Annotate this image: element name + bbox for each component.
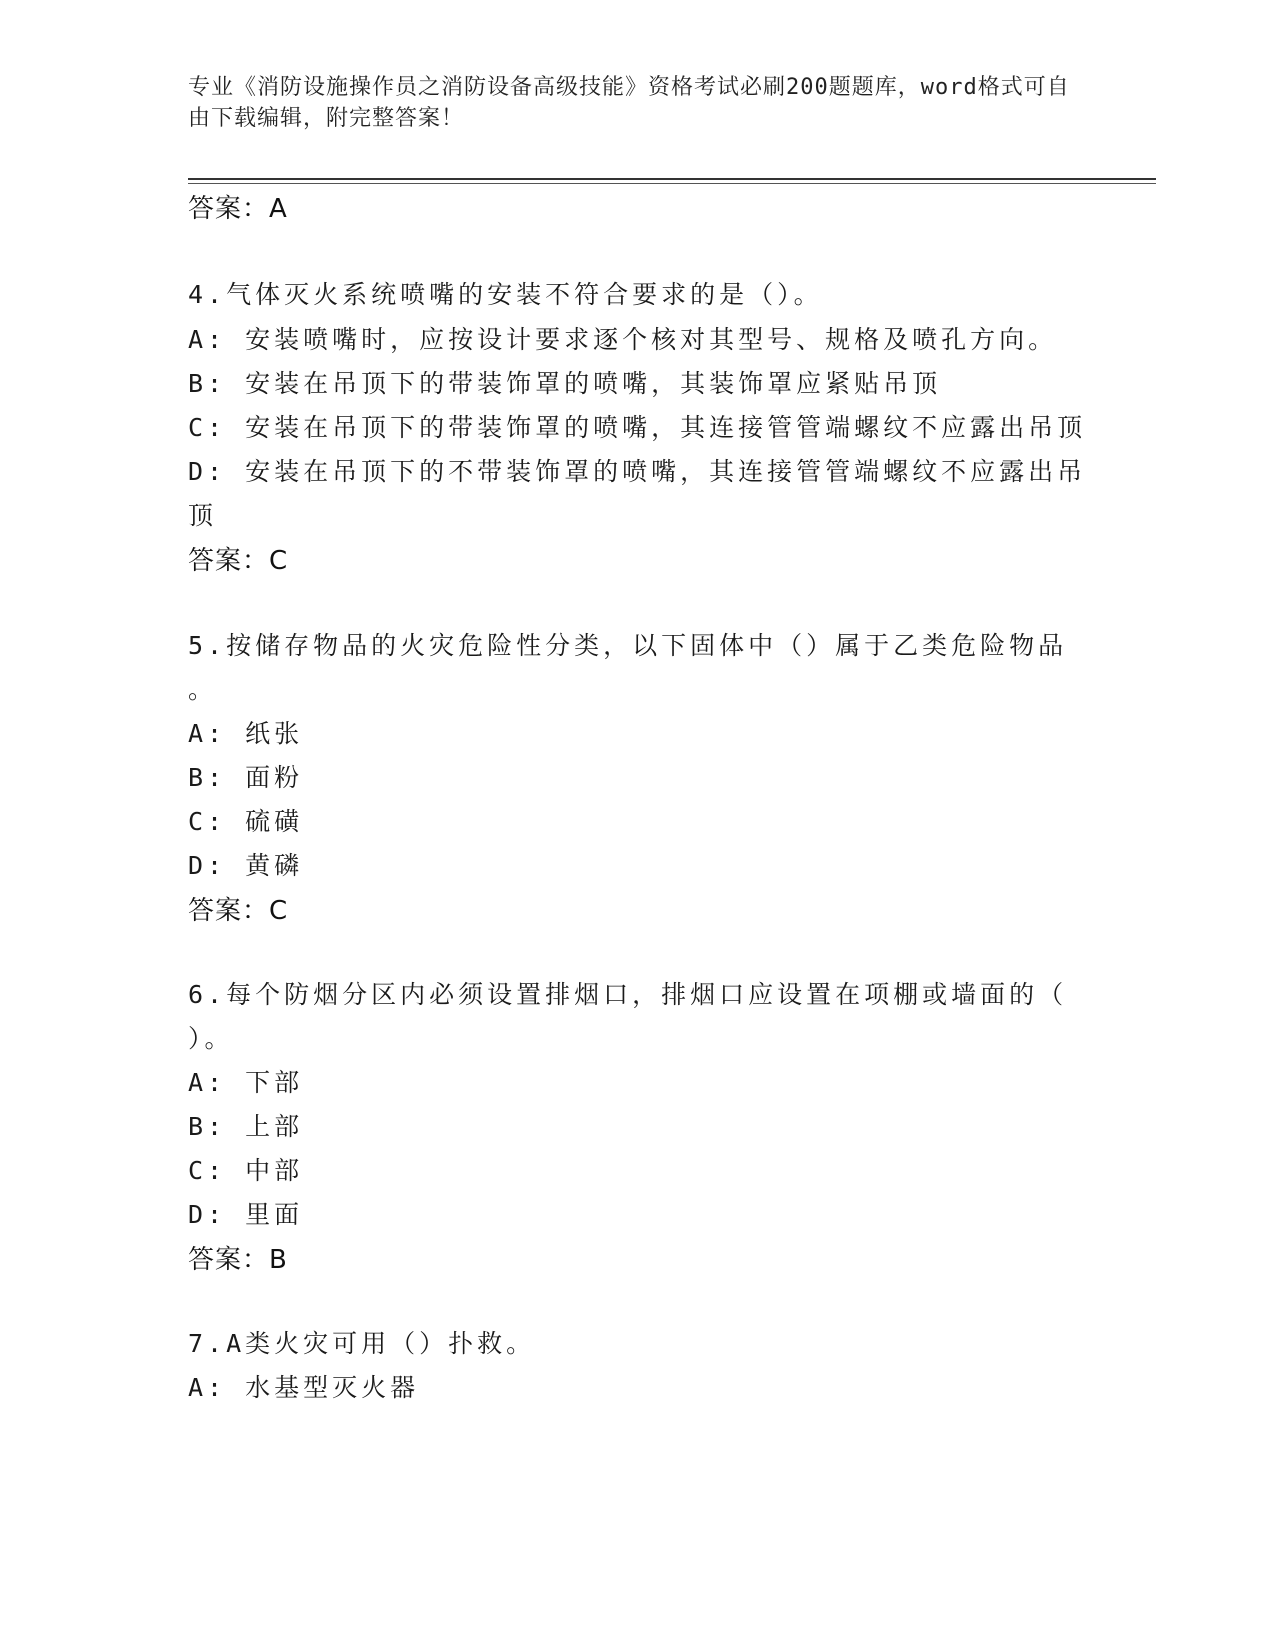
question-4-stem: 4.气体灭火系统喷嘴的安装不符合要求的是（）。: [188, 280, 823, 309]
header-divider-bottom: [188, 183, 1156, 184]
question-5-stem: 5.按储存物品的火灾危险性分类，以下固体中（）属于乙类危险物品: [188, 631, 1068, 660]
question-5-option-a: A: 纸张: [188, 719, 304, 748]
answer-q6: 答案：B: [188, 1245, 288, 1275]
question-6-option-c: C: 中部: [188, 1156, 304, 1185]
question-6-option-b: B: 上部: [188, 1112, 304, 1141]
answer-q5: 答案：C: [188, 896, 289, 926]
question-4-option-b: B: 安装在吊顶下的带装饰罩的喷嘴，其装饰罩应紧贴吊顶: [188, 369, 942, 398]
question-7-option-a: A: 水基型灭火器: [188, 1373, 420, 1402]
document-header: 专业《消防设施操作员之消防设备高级技能》资格考试必刷200题题库，word格式可自由下载编辑，附完整答案！: [188, 75, 1070, 131]
answer-q4: 答案：C: [188, 546, 289, 576]
question-6-stem: 6.每个防烟分区内必须设置排烟口，排烟口应设置在项棚或墙面的（: [188, 980, 1068, 1009]
question-6-stem-cont: ）。: [188, 1024, 234, 1053]
question-4-option-c: C: 安装在吊顶下的带装饰罩的喷嘴，其连接管管端螺纹不应露出吊顶: [188, 413, 1087, 442]
question-6-option-a: A: 下部: [188, 1068, 304, 1097]
question-7-stem: 7.A类火灾可用（）扑救。: [188, 1329, 536, 1358]
answer-q3: 答案：A: [188, 194, 288, 224]
header-divider-top: [188, 178, 1156, 180]
question-5-option-d: D: 黄磷: [188, 851, 304, 880]
question-5-option-c: C: 硫磺: [188, 807, 304, 836]
question-4-option-a: A: 安装喷嘴时，应按设计要求逐个核对其型号、规格及喷孔方向。: [188, 325, 1058, 354]
question-5-option-b: B: 面粉: [188, 763, 304, 792]
question-4-option-d: D: 安装在吊顶下的不带装饰罩的喷嘴，其连接管管端螺纹不应露出吊: [188, 457, 1087, 486]
question-6-option-d: D: 里面: [188, 1200, 304, 1229]
question-4-option-d-cont: 顶: [188, 501, 218, 530]
question-5-stem-cont: 。: [188, 675, 218, 704]
